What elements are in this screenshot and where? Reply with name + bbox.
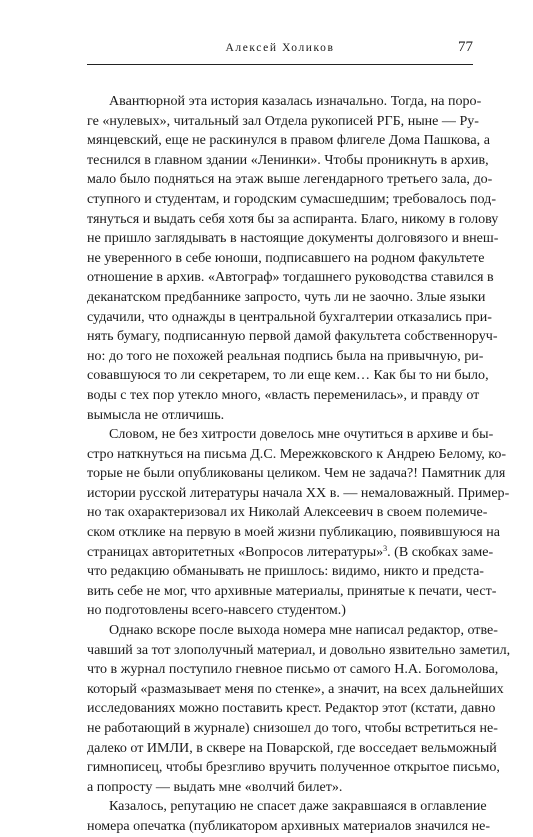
author-name: Алексей Холиков [225, 42, 335, 54]
text-line: далеко от ИМЛИ, в сквере на Поварской, где восседает вельможный [87, 739, 497, 756]
text-line-with-footnote [87, 543, 494, 563]
text-fragment: . (В скобках заме- [387, 543, 494, 560]
text-line: Словом, не без хитрости довелось мне очутиться в архиве и бы- [109, 426, 494, 443]
text-line: но подготовлены всего-навсего студентом.) [87, 602, 346, 619]
text-line: что в журнал поступило гневное письмо от самого Н.А. Богомолова, [87, 661, 499, 678]
text-line: тянуться и выдать себя хотя бы за аспиранта. Благо, никому в голову [87, 210, 499, 227]
text-line: мало было подняться на этаж выше легендарного третьего зала, до- [87, 171, 493, 188]
text-line: деканатском предбаннике запросто, чуть ли не заочно. Злые языки [87, 288, 486, 305]
text-line: не пришло заглядывать в настоящие документы долговязого и внеш- [87, 230, 499, 247]
text-line: вымысла не отличишь. [87, 406, 225, 423]
text-line: воды с тех пор утекло много, «власть переменилась», и правду от [87, 386, 480, 403]
text-line: Однако вскоре после выхода номера мне написал редактор, отве- [109, 622, 498, 639]
running-header [87, 38, 473, 65]
text-line: отношение в архив. «Автограф» тогдашнего руководства ставился в [87, 269, 494, 286]
text-line: а попросту — выдать мне «волчий билет». [87, 778, 343, 795]
text-line: номера опечатка (публикатором архивных материалов значился не- [87, 817, 491, 834]
text-line: торые не были опубликованы целиком. Чем не задача?! Памятник для [87, 465, 506, 482]
text-line: судачили, что однажды в центральной бухгалтерии отказались при- [87, 308, 492, 325]
text-line: не работающий в журнале) снизошел до того, чтобы встретиться не- [87, 720, 498, 736]
text-line: совавшуюся то ли секретарем, то ли еще кем… Как бы то ни было, [87, 367, 489, 384]
text-line: но так охарактеризовал их Николай Алексеевич в своем полемиче- [87, 504, 488, 521]
text-line: ском отклике на первую в моей жизни публикацию, появившуюся на [87, 524, 500, 541]
text-line: мянцевский, еще не раскинулся в правом флигеле Дома Пашкова, а [87, 132, 490, 149]
body-text [87, 92, 511, 837]
text-line: который «размазывает меня по стенке», а значит, на всех дальнейших [87, 680, 504, 697]
footnote-marker[interactable]: 3 [383, 543, 388, 553]
text-line: истории русской литературы начала XX в. — немаловажный. Пример- [87, 484, 510, 501]
text-line: исследованиях можно поставить крест. Редактор этот (кстати, давно [87, 700, 496, 717]
page-number: 77 [458, 39, 473, 55]
text-line: стро наткнуться на письма Д.С. Мережковского к Андрею Белому, ко- [87, 445, 507, 462]
text-line: вить себе не мог, что архивные материалы, принятые к печати, чест- [87, 582, 497, 599]
text-line: что редакцию обманывать не пришлось: видимо, никто и предста- [87, 563, 484, 580]
text-line: чавший за тот злополучный материал, и довольно язвительно заметил, [87, 641, 511, 658]
text-line: нять бумагу, подписанную первой дамой факультета собственноруч- [87, 328, 498, 345]
text-line: теснился в главном здании «Ленинки». Чтобы проникнуть в архив, [87, 151, 489, 168]
text-line: ге «нулевых», читальный зал Отдела рукописей РГБ, ныне — Ру- [87, 112, 479, 129]
text-line: гимнописец, чтобы брезгливо вручить полученное открытое письмо, [87, 759, 500, 776]
text-line: Казалось, репутацию не спасет даже закравшаяся в оглавление [109, 798, 487, 815]
text-line: но: до того не похожей реальная подпись была на привычную, ри- [87, 347, 484, 364]
text-fragment: страницах авторитетных «Вопросов литературы» [87, 543, 384, 560]
text-line: Авантюрной эта история казалась изначально. Тогда, на поро- [109, 93, 482, 109]
text-line: не уверенного в себе юноши, подписавшего на родном факультете [87, 249, 485, 266]
text-line: ступного и студентам, и городским сумасшедшим; требовалось под- [87, 190, 496, 207]
